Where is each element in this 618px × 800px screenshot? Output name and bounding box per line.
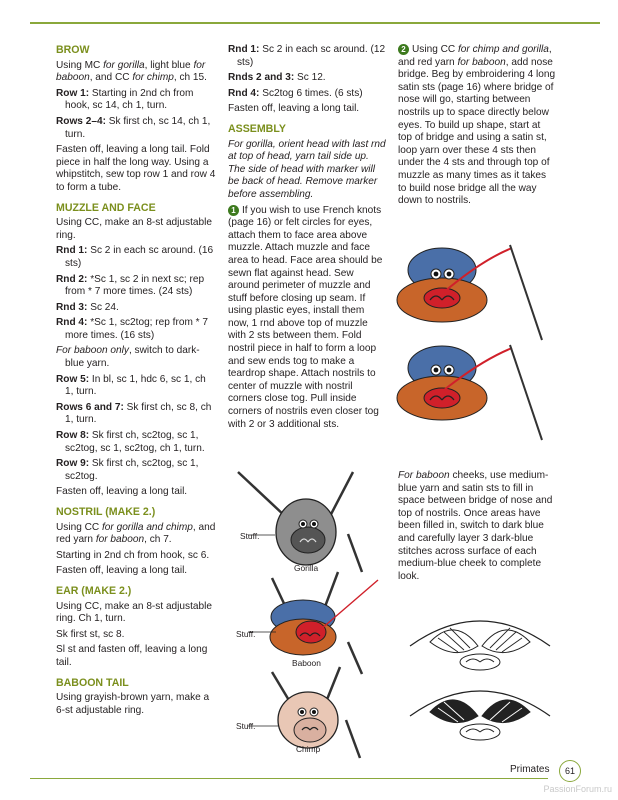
assembly-heading: ASSEMBLY bbox=[228, 122, 286, 135]
gorilla-label: Gorilla bbox=[294, 563, 319, 573]
muzzle-rnd-1: Rnd 1: Sc 2 in each sc around. (16 sts) bbox=[56, 245, 214, 269]
muzzle-intro: Using CC, make an 8-st adjustable ring. bbox=[56, 217, 212, 241]
ear-sl: Sl st and fasten off, leaving a long tail. bbox=[56, 644, 208, 668]
tail-rnd-4: Rnd 4: Sc2tog 6 times. (6 sts) bbox=[228, 87, 363, 99]
assembly-step-2: 2 Using CC for chimp and gorilla, and red yarn for baboon, add nose bridge. Beg by embroidering 4 long satin sts (page 16) where bridge of nose will go, starting between nostrils up to space directly below eyes. To build up shape, start at top of bridge and using a satin st, loop yarn over these 4 sts then under the 4 sts and through top of muzzle as many times as it takes to build nose bridge all the way down to nostrils. bbox=[398, 44, 556, 207]
brow-fasten: Fasten off, leaving a long tail. Fold piece in half the long way. Using a whipstitch, sew top row 1 and row 4 to form a tube. bbox=[56, 144, 216, 193]
nostril-heading: NOSTRIL (MAKE 2.) bbox=[56, 506, 156, 518]
face-assembly-illustrations bbox=[228, 462, 398, 762]
muzzle-rnd-3: Rnd 3: Sc 24. bbox=[56, 301, 119, 313]
ear-sk: Sk first st, sc 8. bbox=[56, 628, 125, 640]
nostril-fasten: Fasten off, leaving a long tail. bbox=[56, 565, 188, 577]
stuff-label-2: Stuff. bbox=[236, 629, 256, 639]
brow-intro: Using MC for gorilla, light blue for baboon, and CC for chimp, ch 15. bbox=[56, 59, 207, 84]
page-number: 61 bbox=[559, 760, 581, 782]
bottom-rule bbox=[30, 778, 548, 779]
muzzle-heading: MUZZLE AND FACE bbox=[56, 201, 156, 214]
muzzle-rows-6-7: Rows 6 and 7: Sk first ch, sc 8, ch 1, turn. bbox=[56, 401, 212, 426]
muzzle-baboon-note: For baboon only, switch to dark-blue yarn. bbox=[56, 345, 200, 370]
nose-bridge-figure-1 bbox=[397, 245, 542, 340]
muzzle-row-9: Row 9: Sk first ch, sc2tog, sc 1, sc2tog. bbox=[56, 458, 199, 482]
section-name: Primates bbox=[510, 764, 550, 775]
column-3 bbox=[398, 44, 556, 211]
brow-rows-2-4: Rows 2–4: Sk first ch, sc 14, ch 1, turn. bbox=[56, 115, 211, 140]
nose-bridge-illustrations bbox=[392, 240, 562, 460]
top-rule bbox=[30, 22, 600, 24]
ear-intro: Using CC, make an 8-st adjustable ring. Ch 1, turn. bbox=[56, 600, 212, 625]
step-1-badge: 1 bbox=[228, 205, 239, 216]
muzzle-row-8: Row 8: Sk first ch, sc2tog, sc 1, sc2tog, sc 1, sc2tog, ch 1, turn. bbox=[56, 430, 205, 454]
stuff-label-3: Stuff. bbox=[236, 721, 256, 731]
stuff-label-1: Stuff. bbox=[240, 531, 260, 541]
cheek-note: For baboon cheeks, use medium-blue yarn and satin sts to fill in space between bridge of nose and top of nostrils. Once areas have been filled in, switch to dark blue and carefully layer 3 dark-blue stitches across surface of each medium-blue cheek to complete look. bbox=[398, 470, 553, 582]
nose-bridge-figure-2 bbox=[397, 345, 542, 440]
cheek-stitch-illustrations bbox=[400, 606, 560, 756]
baboon-label: Baboon bbox=[292, 658, 321, 668]
chimp-label: Chimp bbox=[296, 744, 321, 754]
brow-heading: BROW bbox=[56, 44, 90, 56]
nostril-start: Starting in 2nd ch from hook, sc 6. bbox=[56, 549, 210, 561]
muzzle-rnd-4: Rnd 4: *Sc 1, sc2tog; rep from * 7 more times. (16 sts) bbox=[56, 317, 209, 341]
tail-intro: Using grayish-brown yarn, make a 6-st adjustable ring. bbox=[56, 692, 210, 716]
tail-fasten: Fasten off, leaving a long tail. bbox=[228, 103, 360, 115]
cheek-figure-2 bbox=[410, 691, 550, 740]
ear-heading: EAR (MAKE 2.) bbox=[56, 584, 132, 597]
gorilla-head-figure bbox=[238, 472, 362, 572]
nostril-intro: Using CC for gorilla and chimp, and red yarn for baboon, ch 7. bbox=[56, 521, 216, 546]
muzzle-rnd-2: Rnd 2: *Sc 1, sc 2 in next sc; rep from * 7 more times. (24 sts) bbox=[56, 273, 205, 298]
muzzle-fasten: Fasten off, leaving a long tail. bbox=[56, 486, 188, 498]
cheek-figure-1 bbox=[410, 621, 550, 670]
assembly-note: For gorilla, orient head with last rnd at top of head, yarn tail side up. The side of head with marker will be back of head. Remove marker before assembling. bbox=[228, 138, 386, 200]
tail-rnds-2-3: Rnds 2 and 3: Sc 12. bbox=[228, 72, 326, 84]
brow-row-1: Row 1: Starting in 2nd ch from hook, sc 14, ch 1, turn. bbox=[56, 87, 194, 112]
column-2 bbox=[228, 44, 386, 434]
tail-heading: BABOON TAIL bbox=[56, 676, 129, 689]
column-1 bbox=[56, 44, 216, 720]
tail-rnd-1: Rnd 1: Sc 2 in each sc around. (12 sts) bbox=[228, 44, 386, 68]
assembly-step-1: 1 If you wish to use French knots (page 16) or felt circles for eyes, attach them to face area above muzzle. Attach muzzle and face area to head. Face area should be sewn flat against head. Sew around perimeter of muzzle and stuff before closing up seam. If using plastic eyes, install them now, 1 rnd above top of muzzle with 2 sts between them. Fold nostril piece in half to form a loop and sew ends tog to make a teardrop shape. Attach nostrils to center of muzzle with nostril corners close tog. Pull inside corners of nostrils even closer tog with 2 or 3 additional sts. bbox=[228, 204, 383, 430]
step-2-badge: 2 bbox=[398, 44, 409, 55]
watermark: PassionForum.ru bbox=[543, 784, 612, 794]
muzzle-row-5: Row 5: In bl, sc 1, hdc 6, sc 1, ch 1, turn. bbox=[56, 373, 206, 398]
